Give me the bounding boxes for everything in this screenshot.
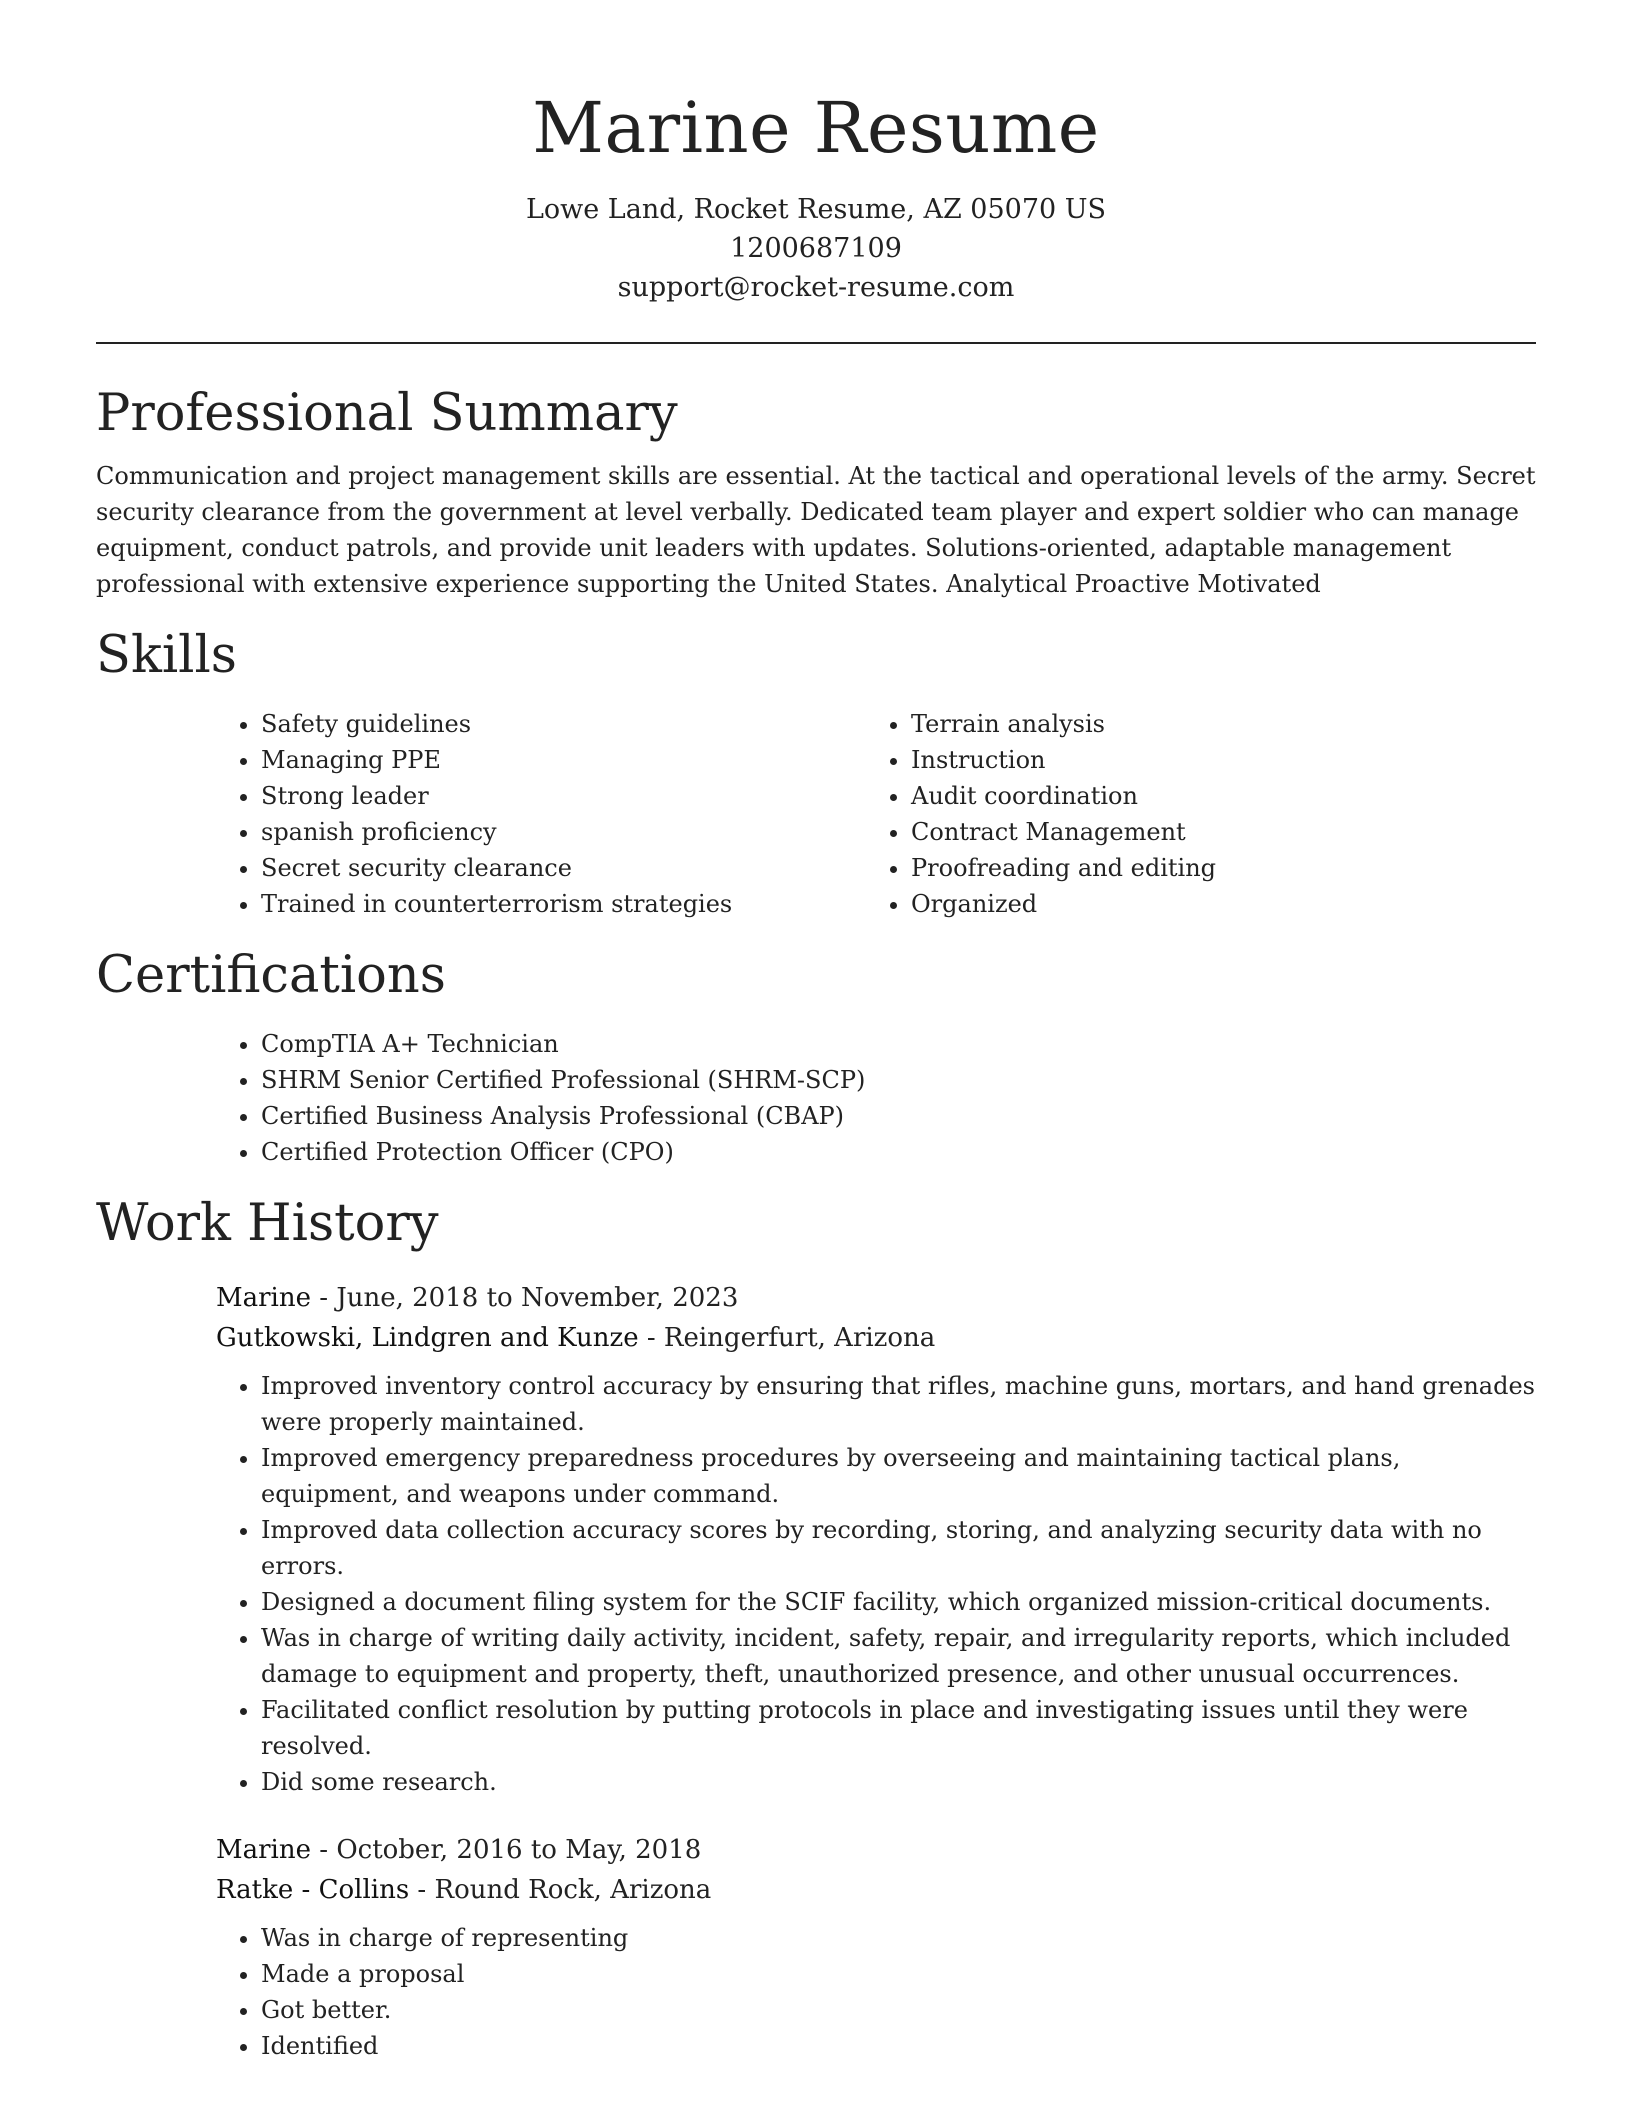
certifications-heading: Certifications (96, 946, 446, 1005)
job-bullet: • Did some research. (261, 1764, 1536, 1800)
job-bullets (216, 1368, 1536, 1800)
job-bullets (216, 1920, 1536, 2064)
job-title-line (216, 1278, 1536, 1318)
skill-item: • Contract Management (911, 814, 1516, 850)
job-title: Marine (216, 1835, 311, 1865)
job-location: - Round Rock, Arizona (409, 1875, 712, 1905)
job-bullet: • Got better. (261, 1992, 1536, 2028)
job-company: Ratke - Collins (216, 1875, 410, 1905)
skills-heading: Skills (96, 626, 237, 685)
skill-item: • Proofreading and editing (911, 850, 1516, 886)
job-bullet: • Was in charge of writing daily activity, incident, safety, repair, and irregularity reports, which included damage to equipment and property, theft, unauthorized presence, and other unusual occurrences. (261, 1620, 1536, 1692)
job-bullet: • Made a proposal (261, 1956, 1536, 1992)
header-divider (96, 342, 1536, 344)
summary-heading: Professional Summary (96, 384, 678, 443)
job-bullet: • Facilitated conflict resolution by putting protocols in place and investigating issues until they were resolved. (261, 1692, 1536, 1764)
certification-item: • SHRM Senior Certified Professional (SHRM-SCP) (261, 1062, 1536, 1098)
job-dates: - June, 2018 to November, 2023 (311, 1283, 739, 1313)
summary-text: Communication and project management skills are essential. At the tactical and operational levels of the army. Secret security clearance from the government at level verbally. Dedicated team player and expert soldier who can manage equipment, conduct patrols, and provide unit leaders with updates. Solutions-oriented, adaptable management professional with extensive experience supporting the United States. Analytical Proactive Motivated (96, 462, 1536, 598)
job-entry (216, 1830, 1536, 2064)
phone: 1200687109 (730, 233, 902, 264)
skill-item: • Safety guidelines (261, 706, 866, 742)
skill-item: • Trained in counterterrorism strategies (261, 886, 866, 922)
skills-left-list (216, 706, 866, 922)
job-bullet: • Identified (261, 2028, 1536, 2064)
skills-right-list (866, 706, 1516, 922)
job-title-line (216, 1830, 1536, 1870)
certifications-list (216, 1026, 1536, 1170)
skill-item: • spanish proficiency (261, 814, 866, 850)
job-company-line (216, 1318, 1536, 1358)
resume-content (96, 378, 1536, 2064)
job-location: - Reingerfurt, Arizona (638, 1323, 936, 1353)
job-dates: - October, 2016 to May, 2018 (311, 1835, 702, 1865)
certification-item: • Certified Business Analysis Professional (CBAP) (261, 1098, 1536, 1134)
job-entry (216, 1278, 1536, 1800)
contact-info (0, 190, 1632, 307)
candidate-name: Marine Resume (532, 87, 1100, 169)
email: support@rocket-resume.com (617, 272, 1015, 303)
skill-item: • Instruction (911, 742, 1516, 778)
skill-item: • Audit coordination (911, 778, 1516, 814)
job-bullet: • Was in charge of representing (261, 1920, 1536, 1956)
job-company-line (216, 1870, 1536, 1910)
certification-item: • Certified Protection Officer (CPO) (261, 1134, 1536, 1170)
job-bullet: • Designed a document filing system for the SCIF facility, which organized mission-critical documents. (261, 1584, 1536, 1620)
job-bullet: • Improved data collection accuracy scores by recording, storing, and analyzing security data with no errors. (261, 1512, 1536, 1584)
skills-columns (216, 706, 1536, 922)
skill-item: • Strong leader (261, 778, 866, 814)
skill-item: • Managing PPE (261, 742, 866, 778)
certifications-block (216, 1026, 1536, 1170)
job-title: Marine (216, 1283, 311, 1313)
job-bullet: • Improved inventory control accuracy by ensuring that rifles, machine guns, mortars, and hand grenades were properly maintained. (261, 1368, 1536, 1440)
certification-item: • CompTIA A+ Technician (261, 1026, 1536, 1062)
job-bullet: • Improved emergency preparedness procedures by overseeing and maintaining tactical plans, equipment, and weapons under command. (261, 1440, 1536, 1512)
resume-header (0, 0, 1632, 307)
skill-item: • Terrain analysis (911, 706, 1516, 742)
skill-item: • Organized (911, 886, 1516, 922)
job-company: Gutkowski, Lindgren and Kunze (216, 1323, 639, 1353)
work-history-heading: Work History (96, 1194, 439, 1253)
address: Lowe Land, Rocket Resume, AZ 05070 US (525, 194, 1107, 225)
skill-item: • Secret security clearance (261, 850, 866, 886)
